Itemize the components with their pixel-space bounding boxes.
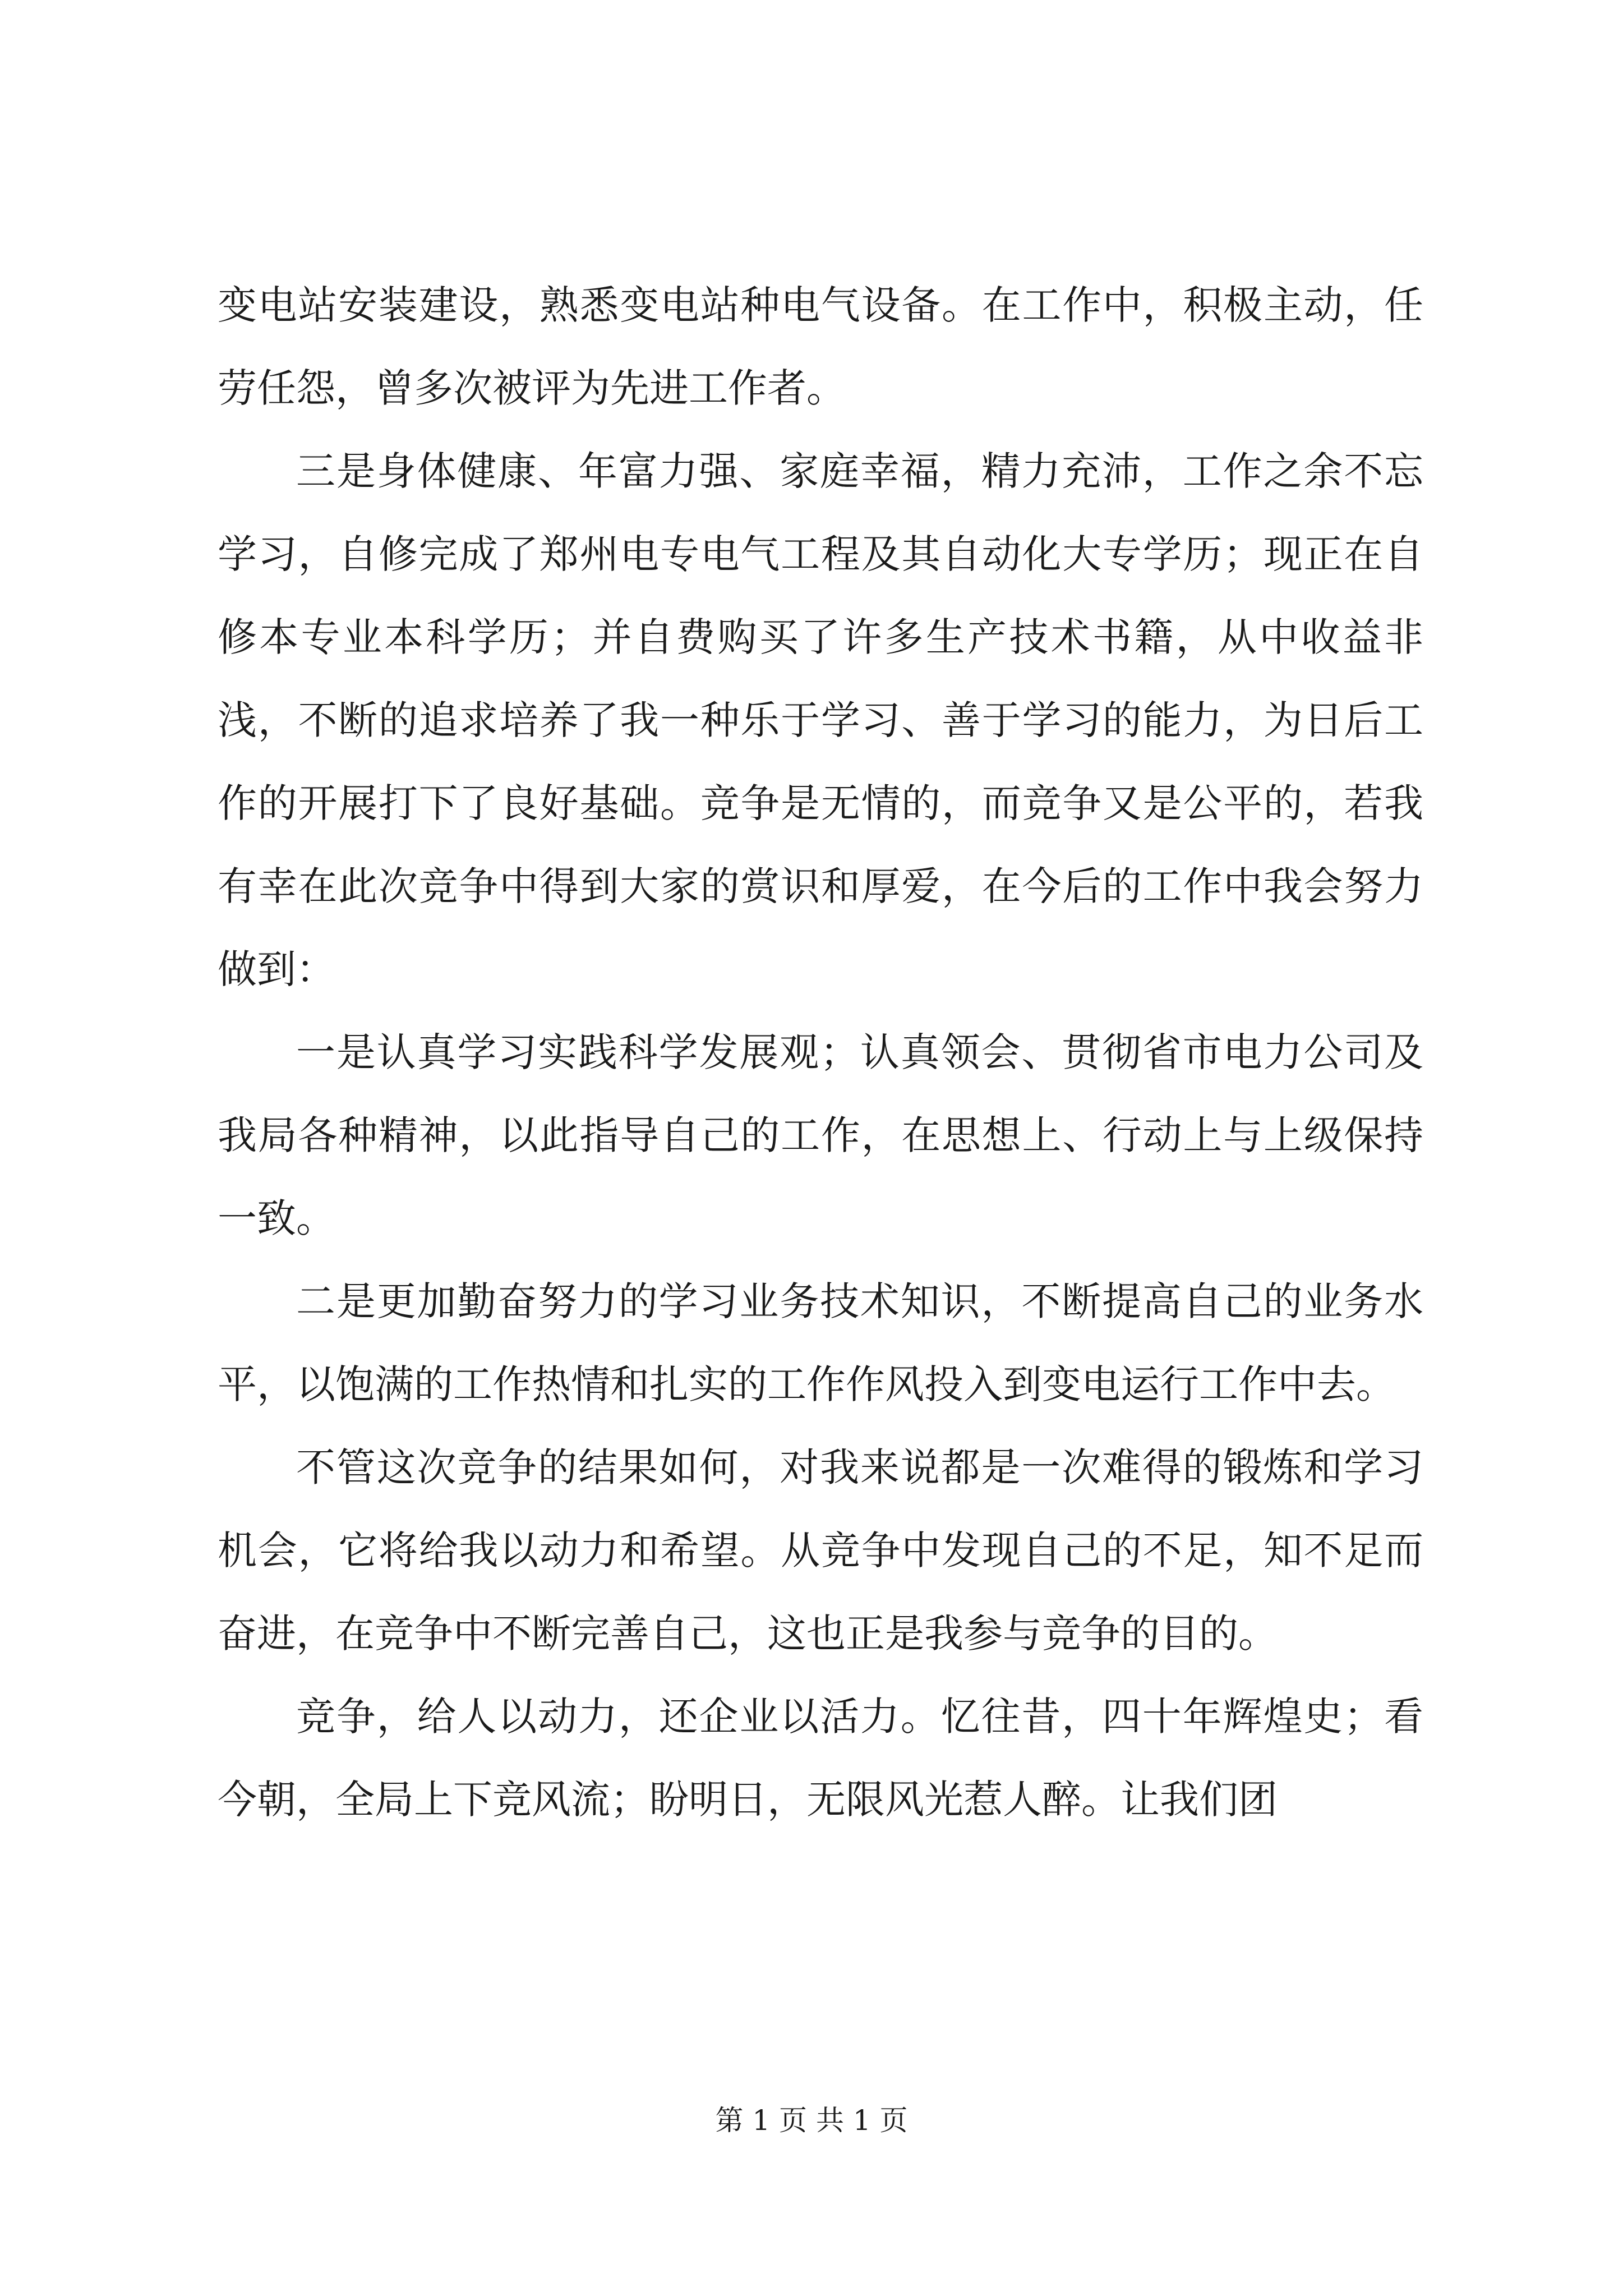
paragraph: 竞争，给人以动力，还企业以活力。忆往昔，四十年辉煌史；看今朝，全局上下竞风流；盼明日，无限风光惹人醉。让我们团 — [218, 1694, 1423, 1823]
page-footer: 第 1 页 共 1 页 — [715, 2104, 908, 2137]
paragraph: 变电站安装建设，熟悉变电站种电气设备。在工作中，积极主动，任劳任怨，曾多次被评为先进工作者。 — [218, 282, 1423, 411]
paragraph: 不管这次竞争的结果如何，对我来说都是一次难得的锻炼和学习机会，它将给我以动力和希望。从竞争中发现自己的不足，知不足而奋进，在竞争中不断完善自己，这也正是我参与竞争的目的。 — [218, 1444, 1423, 1657]
paragraph: 二是更加勤奋努力的学习业务技术知识，不断提高自己的业务水平，以饱满的工作热情和扎实的工作作风投入到变电运行工作中去。 — [218, 1278, 1423, 1407]
paragraph: 一是认真学习实践科学发展观；认真领会、贯彻省市电力公司及我局各种精神，以此指导自己的工作，在思想上、行动上与上级保持一致。 — [218, 1029, 1423, 1241]
paragraph: 三是身体健康、年富力强、家庭幸福，精力充沛，工作之余不忘学习，自修完成了郑州电专电气工程及其自动化大专学历；现正在自修本专业本科学历；并自费购买了许多生产技术书籍，从中收益非浅，不断的追求培养了我一种乐于学习、善于学习的能力，为日后工作的开展打下了良好基础。竞争是无情的，而竞争又是公平的，若我有幸在此次竞争中得到大家的赏识和厚爱，在今后的工作中我会努力做到： — [218, 448, 1423, 992]
document-body — [218, 264, 1423, 1841]
